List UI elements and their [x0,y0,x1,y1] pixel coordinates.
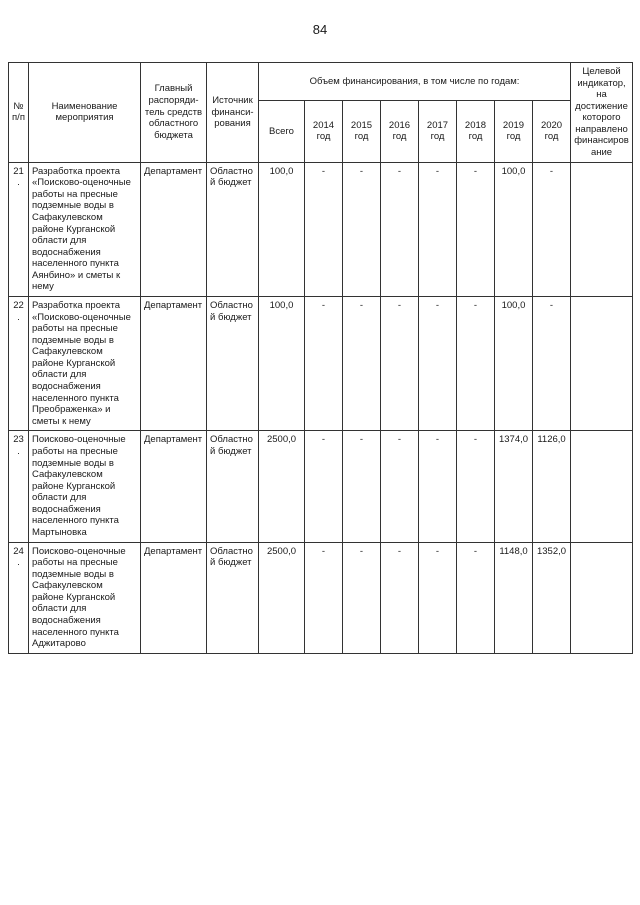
row-year-2014: - [305,542,343,653]
table-header [9,63,633,163]
row-year-2019: 100,0 [495,162,533,296]
table-row [9,162,633,296]
row-year-2019: 1148,0 [495,542,533,653]
header-year-2019: 2019 год [495,100,533,162]
row-source: Областной бюджет [207,431,259,542]
row-year-2017: - [419,162,457,296]
row-name: Поисково-оценочные работы на пресные подземные воды в Сафакулевском районе Курганской области для водоснабжения населенного пункта Аджитарово [29,542,141,653]
row-year-2020: - [533,296,571,430]
table-row [9,431,633,542]
row-year-2019: 1374,0 [495,431,533,542]
header-year-2014: 2014 год [305,100,343,162]
row-indicator [571,431,633,542]
row-name: Разработка проекта «Поисково-оценочные работы на пресные подземные воды в Сафакулевском районе Курганской области для водоснабжения населенного пункта Аянбино» и сметы к нему [29,162,141,296]
table-row [9,542,633,653]
row-year-2015: - [343,162,381,296]
header-volume-group: Объем финансирования, в том числе по годам: [259,63,571,101]
header-total: Всего [259,100,305,162]
row-year-2016: - [381,162,419,296]
row-year-2018: - [457,431,495,542]
financing-table-container [8,62,632,654]
header-name: Наименование мероприятия [29,63,141,163]
header-year-2016: 2016 год [381,100,419,162]
row-year-2014: - [305,162,343,296]
row-year-2014: - [305,431,343,542]
row-year-2020: 1352,0 [533,542,571,653]
row-year-2016: - [381,296,419,430]
page-number: 84 [312,22,328,37]
row-indicator [571,296,633,430]
row-manager: Департамент [141,431,207,542]
row-name: Разработка проекта «Поисково-оценочные работы на пресные подземные воды в Сафакулевском районе Курганской области для водоснабжения населенного пункта Преображенка» и сметы к нему [29,296,141,430]
row-total: 100,0 [259,296,305,430]
row-year-2017: - [419,296,457,430]
row-year-2018: - [457,542,495,653]
financing-table [8,62,633,654]
row-year-2016: - [381,431,419,542]
table-body [9,162,633,653]
row-num: 23. [9,431,29,542]
row-source: Областной бюджет [207,542,259,653]
row-total: 100,0 [259,162,305,296]
row-year-2018: - [457,162,495,296]
row-year-2020: 1126,0 [533,431,571,542]
header-indicator: Целевой индикатор, на достижение которого направлено финансирование [571,63,633,163]
table-row [9,296,633,430]
row-num: 21. [9,162,29,296]
row-manager: Департамент [141,296,207,430]
row-year-2018: - [457,296,495,430]
row-year-2015: - [343,296,381,430]
row-year-2017: - [419,542,457,653]
row-year-2014: - [305,296,343,430]
header-manager: Главный распоряди-тель средств областного бюджета [141,63,207,163]
row-year-2017: - [419,431,457,542]
row-source: Областной бюджет [207,162,259,296]
row-year-2015: - [343,431,381,542]
row-total: 2500,0 [259,542,305,653]
row-year-2019: 100,0 [495,296,533,430]
header-year-2017: 2017 год [419,100,457,162]
row-indicator [571,162,633,296]
row-num: 24. [9,542,29,653]
header-year-2018: 2018 год [457,100,495,162]
row-total: 2500,0 [259,431,305,542]
header-num: № п/п [9,63,29,163]
row-num: 22. [9,296,29,430]
header-year-2015: 2015 год [343,100,381,162]
row-indicator [571,542,633,653]
row-year-2016: - [381,542,419,653]
header-year-2020: 2020 год [533,100,571,162]
header-source: Источник финанси-рования [207,63,259,163]
row-year-2020: - [533,162,571,296]
row-year-2015: - [343,542,381,653]
row-manager: Департамент [141,542,207,653]
row-source: Областной бюджет [207,296,259,430]
row-name: Поисково-оценочные работы на пресные подземные воды в Сафакулевском районе Курганской области для водоснабжения населенного пункта Мартыновка [29,431,141,542]
row-manager: Департамент [141,162,207,296]
